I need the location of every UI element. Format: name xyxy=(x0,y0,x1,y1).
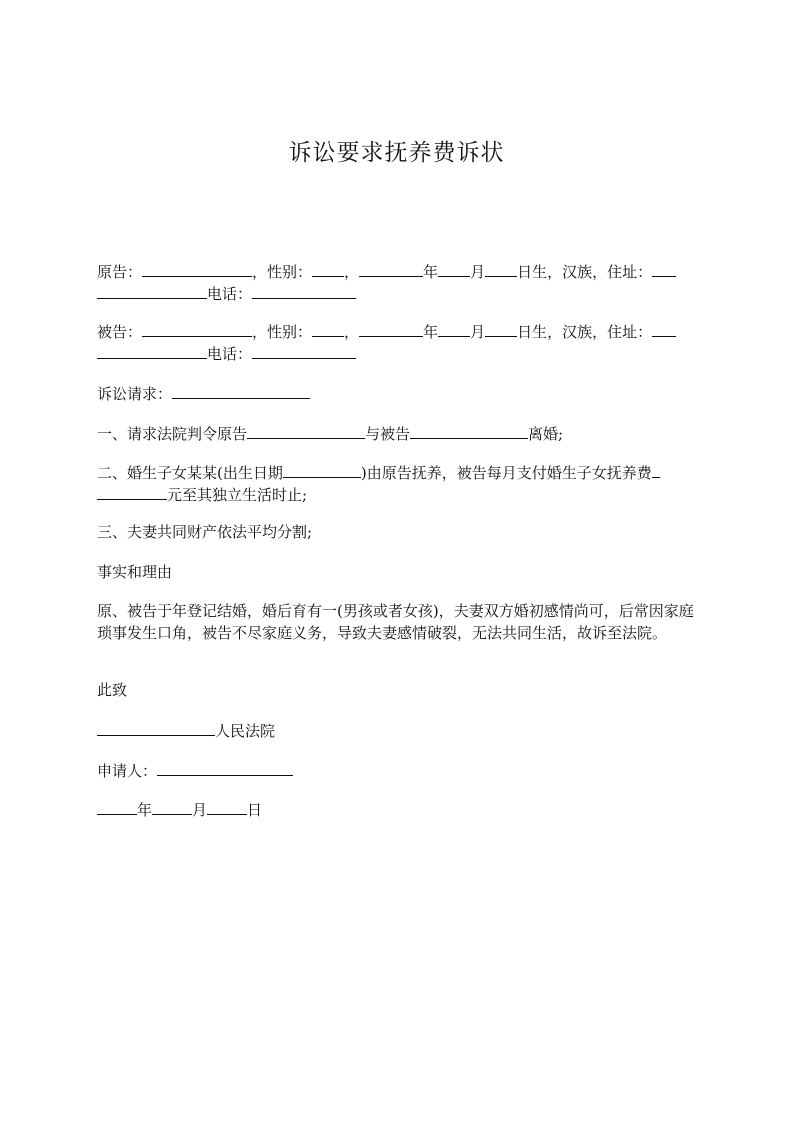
plaintiff-address-blank xyxy=(652,260,676,277)
phone-label: 电话： xyxy=(207,285,253,303)
plaintiff-address-blank-cont xyxy=(97,282,207,299)
claim-1-defendant-blank xyxy=(410,422,528,439)
facts-heading: 事实和理由 xyxy=(97,563,173,581)
plaintiff-phone-blank xyxy=(252,282,356,299)
plaintiff-line-2 xyxy=(97,282,697,305)
facts-paragraph: 原、被告于年登记结婚，婚后育有一(男孩或者女孩)，夫妻双方婚初感情尚可，后常因家庭琐事发生口角，被告不尽家庭义务，导致夫妻感情破裂，无法共同生活，故诉至法院。 xyxy=(97,602,694,642)
birth-ethnicity-address-label: 日生，汉族，住址： xyxy=(517,263,653,281)
defendant-month-blank xyxy=(438,320,470,337)
court-suffix: 人民法院 xyxy=(215,722,276,740)
document-title: 诉讼要求抚养费诉状 xyxy=(288,140,505,166)
defendant-address-blank-cont xyxy=(97,342,207,359)
claim-2-middle: )由原告抚养，被告每月支付婚生子女抚养费 xyxy=(360,464,652,482)
claims-blank xyxy=(172,382,310,399)
comma: ， xyxy=(344,263,360,281)
claim-1 xyxy=(97,422,697,445)
date-month-label: 月 xyxy=(192,801,208,819)
date-day-blank xyxy=(207,798,247,815)
phone-label: 电话： xyxy=(207,345,253,363)
claim-2-amount-blank-cont xyxy=(97,483,167,500)
month-label: 月 xyxy=(470,263,486,281)
applicant-label: 申请人： xyxy=(97,762,158,780)
defendant-name-blank xyxy=(142,320,252,337)
plaintiff-gender-blank xyxy=(312,260,344,277)
claim-2-birthdate-blank xyxy=(283,461,361,478)
plaintiff-gender-label: ，性别： xyxy=(252,263,313,281)
claims-label: 诉讼请求： xyxy=(97,385,173,403)
claim-2-prefix: 二、婚生子女某某(出生日期 xyxy=(97,464,283,482)
birth-ethnicity-address-label: 日生，汉族，住址： xyxy=(517,323,653,341)
claims-line xyxy=(97,382,697,405)
plaintiff-line-1 xyxy=(97,260,697,283)
year-label: 年 xyxy=(423,263,439,281)
claim-3: 三、夫妻共同财产依法平均分割; xyxy=(97,523,313,541)
date-month-blank xyxy=(152,798,192,815)
defendant-day-blank xyxy=(485,320,517,337)
claim-2-line-1 xyxy=(97,461,697,484)
defendant-year-blank xyxy=(359,320,423,337)
defendant-address-blank xyxy=(652,320,676,337)
court-line xyxy=(97,719,697,742)
month-label: 月 xyxy=(470,323,486,341)
claim-1-prefix: 一、请求法院判令原告 xyxy=(97,425,248,443)
applicant-blank xyxy=(157,759,293,776)
court-name-blank xyxy=(97,719,215,736)
claim-1-middle: 与被告 xyxy=(365,425,411,443)
defendant-gender-blank xyxy=(312,320,344,337)
plaintiff-label: 原告： xyxy=(97,263,143,281)
claim-2-suffix: 元至其独立生活时止; xyxy=(167,486,308,504)
date-day-label: 日 xyxy=(247,801,263,819)
claim-1-suffix: 离婚; xyxy=(528,425,564,443)
defendant-gender-label: ，性别： xyxy=(252,323,313,341)
plaintiff-month-blank xyxy=(438,260,470,277)
date-year-blank xyxy=(97,798,137,815)
closing: 此致 xyxy=(97,681,128,699)
defendant-line-2 xyxy=(97,342,697,365)
claim-2-amount-blank xyxy=(652,461,660,478)
defendant-phone-blank xyxy=(252,342,356,359)
plaintiff-year-blank xyxy=(359,260,423,277)
year-label: 年 xyxy=(423,323,439,341)
claim-2-line-2 xyxy=(97,483,697,506)
date-line xyxy=(97,798,697,821)
date-year-label: 年 xyxy=(137,801,153,819)
comma: ， xyxy=(344,323,360,341)
defendant-line-1 xyxy=(97,320,697,343)
plaintiff-name-blank xyxy=(142,260,252,277)
defendant-label: 被告： xyxy=(97,323,143,341)
claim-1-plaintiff-blank xyxy=(247,422,365,439)
plaintiff-day-blank xyxy=(485,260,517,277)
applicant-line xyxy=(97,759,697,782)
